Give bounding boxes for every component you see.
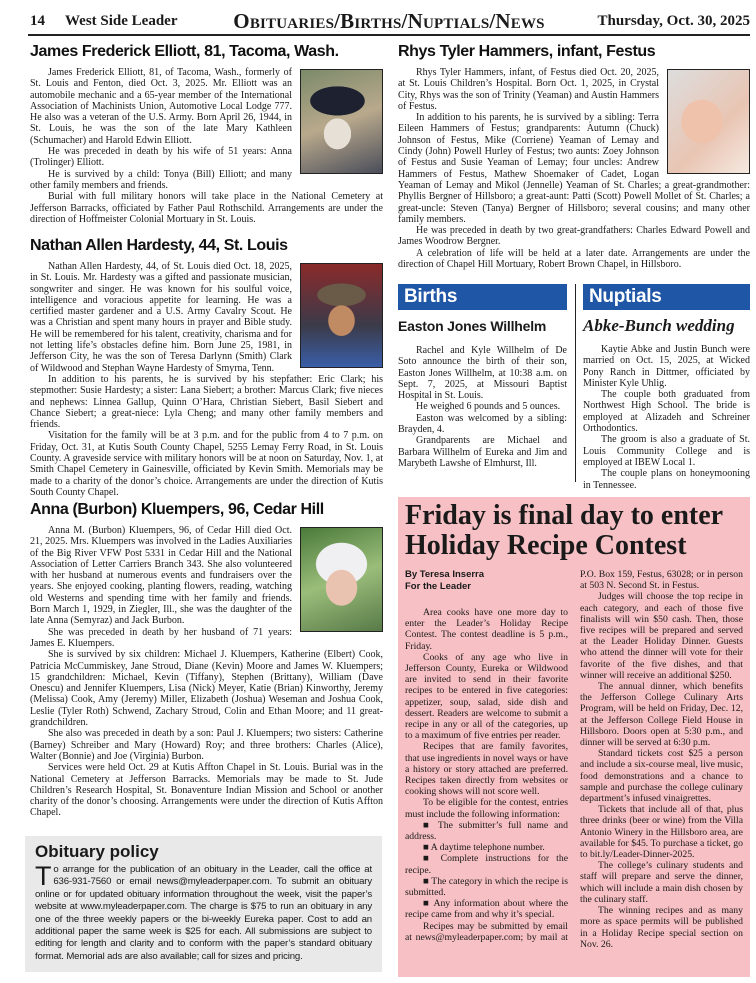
births-section-bar: Births [398,284,567,310]
wedding-body [583,344,750,491]
obituary-hardesty [30,236,383,498]
paragraph: In addition to his parents, he is survived by his stepfather: Eric Clark; his stepmother: Susie Hardesty; a sister: Lana Siebert; a brother: Marcus Clark; five nieces and nephews: Linnea Gallup, Quinn O’Hara, Christian Siebert, Basil Siebert and Chance Siebert; a great-niece: Lyla Cheng; and many other family members and friends. [30,373,383,431]
paragraph: ■ The submitter’s full name and address. [405,819,568,843]
paragraph: Recipes may be submitted by email at news@myleaderpaper.com; by mail at P.O. Box 159, Festus, 63028; or in person at 503 N. Second St. in Festus. [405,569,743,943]
paragraph: The groom is also a graduate of St. Louis Community College and is employed at IBEW Local 1. [583,434,750,468]
nuptials-section-bar: Nuptials [583,284,750,310]
paragraph: ■ Complete instructions for the recipe. [405,853,568,876]
paragraph: Easton was welcomed by a sibling: Brayden, 4. [398,412,567,436]
obituary-hammers [398,42,750,270]
portrait-photo [300,263,383,368]
paragraph: To be eligible for the contest, entries must include the following information: [405,797,568,820]
paragraph: He is survived by a child: Tonya (Bill) Elliott; and many other family members and friends. [30,168,292,191]
obituary-body [398,67,750,270]
obituary-body [30,525,383,819]
nuptials-section [583,284,750,491]
paragraph: He was preceded in death by two great-grandfathers: Charles Edward Powell and James Woodrow Bergner. [398,225,750,248]
paragraph: Area cooks have one more day to enter the Leader’s Holiday Recipe Contest. The contest deadline is 5 p.m., Friday. [405,607,568,652]
paragraph: She also was preceded in death by a son: Paul J. Kluempers; two sisters: Catherine (Barney) Schreiber and Mary (Howard) Roy; and three brothers: Charles (Alice), Walter (Bonnie) and Joe (Virginia) Burbon. [30,728,383,762]
paragraph: Recipes that are family favorites, that use ingredients in novel ways or have a history or story attached are preferred. Recipes taken directly from websites or cooking shows will not score well. [405,741,568,798]
obituary-kluempers [30,500,383,819]
column-divider [575,284,576,482]
article-headline: Friday is final day to enter Holiday Recipe Contest [405,500,723,561]
policy-text [35,861,372,963]
paragraph: The couple both graduated from Northwest High School. The bride is employed at Alizadeh and Schreiner Orthodontics. [583,389,750,435]
paragraph: Burial with full military honors will take place in the National Cemetery at Jefferson Barracks, officiated by Father Paul Rothschild. Arrangements are under the direction of Hoffmeister Colonial Mortuary in St. Louis. [30,191,383,225]
issue-date: Thursday, Oct. 30, 2025 [597,13,750,29]
paragraph: Nathan Allen Hardesty, 44, of St. Louis died Oct. 18, 2025, in St. Louis. Mr. Hardesty was a gifted and passionate musician, songwriter and singer. He was known for his soulful voice, intelligence and voracious appetite for learning. He was a certified master gardener and a U.S. Army Cavalry Scout. He was a Christian and spent many hours in prayer and Bible study. He will be remembered for his talent, creativity, charisma and for not letting life’s obstacles define him. Born June 25, 1981, in Jefferson City, he was the son of Teresa Darlynn (Smith) Clark of Wildwood and Stephan Wayne Hardesty of Smyrna, Tenn. [30,261,292,374]
paragraph: Tickets that include all of that, plus three drinks (beer or wine) from the Villa Antonio Winery in the Hillsboro area, are available for $45. To purchase a ticket, go to bit.ly/Leader-Dinner-2025. [580,804,743,861]
paragraph: ■ Any information about where the recipe came from and why it’s special. [405,898,568,921]
paragraph: Kaytie Abke and Justin Bunch were married on Oct. 15, 2025, at Wicked Pony Ranch in Dittmer, officiated by Minister Kyle Uhlig. [583,344,750,389]
byline-author: By Teresa Inserra [405,569,485,580]
obituary-headline: James Frederick Elliott, 81, Tacoma, Wash. [30,43,339,60]
page-number: 14 [30,13,45,29]
wedding-headline: Abke-Bunch wedding [583,316,735,335]
byline-affiliation: For the Leader [405,581,471,592]
portrait-photo [300,527,383,632]
paragraph: In addition to his parents, he is survived by a sibling: Terra Eileen Hammers of Festus; grandparents: Autumn (Chuck) Johnson of Festus, Mike (Corriene) Yeaman of Lemay and Cindy (John) Powell Hurley of Festus; two aunts: Zoey Johnson of Festus and Susie Yeaman of Lemay; four uncles: Andrew Hammers of Festus, Mathew Shoemaker of Cadet, Logan Yeaman of Lemay and Mikol (Jennelle) Yeaman of St. Charles; a great-grandmother: Phyllis Bergner of Hillsboro; a great-aunt: Patti (Scott) Powell Mollet of St. Charles; a great-uncle: Steven (Tanya) Bergner of Hillsboro; several cousins; and many other family members. [398,112,750,225]
paragraph: Rachel and Kyle Willhelm of De Soto announce the birth of their son, Easton Jones Willhelm, at 10:38 a.m. on Sept. 7, 2025, at Missouri Baptist Hospital in St. Louis. [398,345,567,402]
paragraph: The couple plans on honeymooning in Tennessee. [583,468,750,491]
paragraph: Anna M. (Burbon) Kluempers, 96, of Cedar Hill died Oct. 21, 2025. Mrs. Kluempers was involved in the Ladies Auxiliaries of the Big River VFW Post 5331 in Cedar Hill and the National Association of Letter Carriers Branch 343. She also volunteered with her husband at numerous events and fundraisers over the years. She enjoyed cooking, planting flowers, reading, watching old Westerns and spending time with her family and friends. Born March 1, 1929, in Ziegler, Ill., she was the daughter of the late Anna (Semyraz) and Jack Burbon. [30,525,292,627]
birth-headline: Easton Jones Willhelm [398,318,547,334]
paragraph: He was preceded in death by his wife of 51 years: Anna (Trolinger) Elliott. [30,146,292,169]
obituary-elliott [30,42,383,225]
paragraph: Judges will choose the top recipe in each category, and each of those five finalists will win $50 cash. Then, those five recipes will be prepared and served at the Leader Holiday Dinner. Guests who attend the dinner will vote for their favorite of the five dishes, and that winner will receive an additional $250. [580,591,743,681]
paragraph: ■ A daytime telephone number. [423,842,545,854]
section-title: Obituaries/Births/Nuptials/News [233,9,545,33]
obituary-policy-box [25,836,382,972]
obituary-body [30,261,383,498]
policy-body: o arrange for the publication of an obituary in the Leader, call the office at 636-931-7560 or email news@myleaderpaper.com. To submit an obituary online or for updated obituary information throughout the week, visit the paper’s website at www.myleaderpaper.com. The charge is $75 to run an obituary in any one of the three weekly papers or the bi-weekly Eureka paper. Cost to add an additional paper the same week is $25 for each. All submissions are subject to editing for length and clarity and to conform with the paper’s standard obituary format. Memorial ads are also available; call for sizes and pricing. [35,864,372,962]
policy-title: Obituary policy [35,842,159,861]
recipe-contest-article [398,497,750,977]
paragraph: Standard tickets cost $25 a person and include a six-course meal, live music, food demonstrations and a chance to sample and purchase the college culinary department’s infused vinaigrettes. [580,748,743,805]
paragraph: The annual dinner, which benefits the Jefferson College Culinary Arts Program, will be held on Friday, Dec. 12, at the Jefferson College Field House in Hillsboro. Doors open at 5:30 p.m., and dinner will be served at 6:30 p.m. [580,681,743,749]
paragraph: A celebration of life will be held at a later date. Arrangements are under the direction of Chapel Hill Mortuary, Robert Brown Chapel, in Hillsboro. [398,247,750,271]
births-section [398,284,567,469]
birth-body [398,345,567,469]
paragraph: Grandparents are Michael and Barbara Willhelm of Eureka and Jim and Marybeth Lawshe of Elmhurst, Ill. [398,435,567,469]
paragraph: James Frederick Elliott, 81, of Tacoma, Wash., formerly of St. Louis and Fenton, died Oct. 3, 2025. Mr. Elliott was an automobile mechanic and a 65-year member of the International Association of Machinists Union, Automotive Local Lodge 777. He also was a veteran of the U.S. Army. Born April 26, 1944, in St. Louis, he was the son of the late Mary Kathleen (Schumacher) and Harold Edwin Elliott. [30,67,292,146]
obituary-headline: Rhys Tyler Hammers, infant, Festus [398,43,656,60]
infant-photo [667,69,750,174]
paragraph: She was preceded in death by her husband of 71 years: James E. Kluempers. [30,626,292,649]
portrait-photo [300,69,383,174]
paragraph: Services were held Oct. 29 at Kutis Affton Chapel in St. Louis. Burial was in the National Cemetery at Jefferson Barracks. Memorials may be made to St. Jude Children’s Research Hospital, St. Bonaventure Indian Mission and School or another charity of the donor’s choosing. Arrangements were under the direction of Kutis Affton Chapel. [30,762,383,819]
paragraph: He weighed 6 pounds and 5 ounces. [416,401,561,413]
obituary-headline: Anna (Burbon) Kluempers, 96, Cedar Hill [30,501,324,518]
drop-cap: T [35,861,52,891]
obituary-body [30,67,383,225]
page-header [28,6,750,36]
paragraph: Visitation for the family will be at 3 p.m. and for the public from 4 to 7 p.m. on Friday, Oct. 31, at Kutis South County Chapel, 5255 Lemay Ferry Road, in St. Louis County. A graveside service with military honors will be at noon on Saturday, Nov. 1, at Smith Chapel Cemetery in Gainesville, officiated by Kevin Smith. Memorials may be made to a charity of the donor’s choice. Arrangements are under the direction of Kutis South County Chapel. [30,430,383,498]
paragraph: ■ The category in which the recipe is submitted. [405,875,568,899]
paragraph: She is survived by six children: Michael J. Kluempers, Katherine (Elbert) Cook, Patricia McCummiskey, Jane Stroud, Diane (Kevin) Moore and James W. Kluempers; 15 grandchildren: Michael, Kevin (Tiffany), Stephen (Brittany), William (Dave Onescu) and Jennifer Kluempers, Lisa (Nick) Meyer, Katie (Brian) Kinworthy, Jeremy (Melissa) Cook, Amy (Jeremy) Miller, Elizabeth (Joshua) Weseman and Joshua Cook, Leslie (Tyler Roth) Schwend, Zachary Stroud, Colin and Ethan Moore; and 11 great-grandchildren. [30,649,383,729]
paragraph: Cooks of any age who live in Jefferson County, Eureka or Wildwood are invited to send in their favorite recipes to be entered in five categories: appetizer, soup, salad, side dish and dessert. Readers are welcome to submit a recipe in any or all of the categories, up to a maximum of five entries per reader. [405,651,568,742]
obituary-headline: Nathan Allen Hardesty, 44, St. Louis [30,237,288,254]
paragraph: The winning recipes and as many more as space permits will be published in a Holiday Recipe special section on Nov. 26. [580,905,743,950]
byline [405,569,568,593]
article-body [405,569,743,950]
paragraph: The college’s culinary students and staff will prepare and serve the dinner, which will include a main dish chosen by the culinary staff. [580,860,743,905]
publication-name: West Side Leader [65,13,178,29]
paragraph: Rhys Tyler Hammers, infant, of Festus died Oct. 20, 2025, at St. Louis Children’s Hospital. Born Oct. 1, 2025, in Crystal City, Rhys was the son of Trinity (Yeaman) and Austin Hammers of Festus. [398,67,659,112]
